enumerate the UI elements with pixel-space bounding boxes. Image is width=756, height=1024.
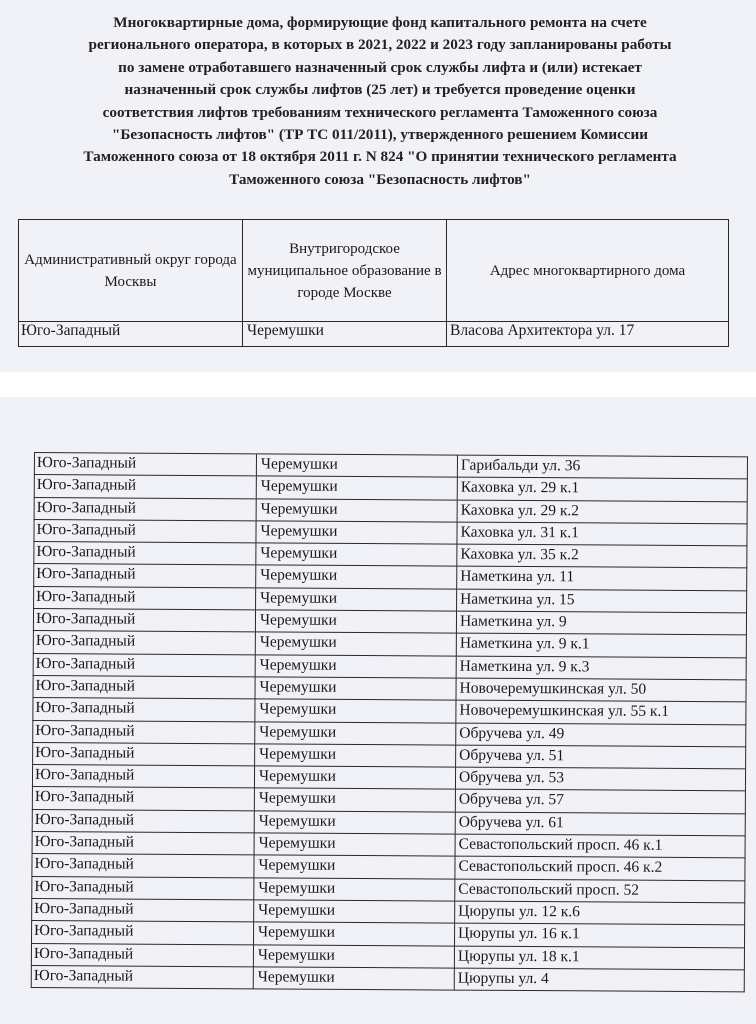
cell-address: Каховка ул. 29 к.2 [457,500,747,524]
cell-address: Обручева ул. 61 [455,812,745,836]
cell-address: Наметкина ул. 15 [457,589,747,613]
cell-municipality: Черемушки [256,588,457,612]
cell-address: Обручева ул. 49 [456,723,746,747]
cell-district: Юго-Западный [31,943,253,967]
cell-address: Наметкина ул. 11 [457,567,747,591]
cell-district: Юго-Западный [34,453,256,477]
cell-address: Новочеремушкинская ул. 55 к.1 [456,700,746,724]
table-header-row [19,220,729,322]
cell-municipality: Черемушки [254,900,455,924]
cell-municipality: Черемушки [253,967,454,991]
cell-municipality: Черемушки [256,543,457,567]
cell-district: Юго-Западный [32,787,254,811]
cell-address: Севастопольский просп. 52 [455,879,745,903]
cell-address: Цюрупы ул. 4 [454,968,744,992]
cell-district: Юго-Западный [19,322,243,347]
cell-municipality: Черемушки [256,498,457,522]
cell-municipality: Черемушки [254,811,455,835]
cell-address: Гарибальди ул. 36 [457,455,747,479]
cell-address: Власова Архитектора ул. 17 [447,322,729,347]
cell-address: Каховка ул. 29 к.1 [457,477,747,501]
cell-municipality: Черемушки [255,610,456,634]
cell-municipality: Черемушки [256,521,457,545]
cell-municipality: Черемушки [253,944,454,968]
cell-address: Каховка ул. 35 к.2 [457,544,747,568]
cell-address: Каховка ул. 31 к.1 [457,522,747,546]
cell-address: Цюрупы ул. 18 к.1 [454,946,744,970]
cell-district: Юго-Западный [33,742,255,766]
heading-line: Таможенного союза "Безопасность лифтов" [229,170,531,188]
cell-district: Юго-Западный [33,653,255,677]
heading-line: Многоквартирные дома, формирующие фонд капитального ремонта на счете [113,14,647,31]
cell-district: Юго-Западный [33,675,255,699]
column-header-municipality: Внутригородское муниципальное образование в городе Москве [243,220,447,322]
cell-municipality: Черемушки [255,721,456,745]
cell-address: Новочеремушкинская ул. 50 [456,678,746,702]
cell-address: Обручева ул. 53 [455,767,745,791]
column-header-district: Административный округ города Москвы [19,220,243,322]
cell-district: Юго-Западный [34,586,256,610]
cell-municipality: Черемушки [254,855,455,879]
cell-district: Юго-Западный [34,519,256,543]
cell-district: Юго-Западный [34,542,256,566]
cell-district: Юго-Западный [33,631,255,655]
cell-district: Юго-Западный [34,475,256,499]
cell-district: Юго-Западный [34,497,256,521]
cell-municipality: Черемушки [256,454,457,478]
table-row [31,965,744,992]
cell-district: Юго-Западный [32,854,254,878]
cell-district: Юго-Западный [33,609,255,633]
cell-district: Юго-Западный [32,921,254,945]
heading-line: назначенный срок службы лифтов (25 лет) и требуется проведение оценки [124,81,636,99]
column-header-address: Адрес многоквартирного дома [447,220,729,322]
cell-address: Обручева ул. 51 [456,745,746,769]
cell-address: Цюрупы ул. 12 к.6 [455,901,745,925]
cell-address: Обручева ул. 57 [455,790,745,814]
cell-municipality: Черемушки [255,632,456,656]
cell-municipality: Черемушки [255,677,456,701]
cell-address: Цюрупы ул. 16 к.1 [454,923,744,947]
cell-municipality: Черемушки [255,744,456,768]
cell-address: Наметкина ул. 9 к.3 [456,656,746,680]
table-row [19,322,729,347]
cell-address: Наметкина ул. 9 к.1 [456,633,746,657]
houses-table-header-part [18,219,729,347]
heading-line: соответствия лифтов требованиям технического регламента Таможенного союза [102,103,658,121]
cell-municipality: Черемушки [256,565,457,589]
cell-district: Юго-Западный [32,832,254,856]
heading-line: "Безопасность лифтов" (ТР ТС 011/2011), утвержденного решением Комиссии [111,126,649,144]
cell-district: Юго-Западный [32,765,254,789]
cell-district: Юго-Западный [32,809,254,833]
cell-district: Юго-Западный [32,898,254,922]
cell-district: Юго-Западный [32,876,254,900]
cell-municipality: Черемушки [243,322,447,347]
cell-municipality: Черемушки [256,476,457,500]
cell-address: Севастопольский просп. 46 к.2 [455,856,745,880]
cell-municipality: Черемушки [255,655,456,679]
heading-line: по замене отработавшего назначенный срок службы лифта и (или) истекает [118,58,642,76]
cell-municipality: Черемушки [255,699,456,723]
cell-district: Юго-Западный [33,698,255,722]
document-heading [40,12,720,191]
cell-district: Юго-Западный [31,965,253,989]
cell-municipality: Черемушки [253,922,454,946]
houses-table-continued [31,452,748,992]
cell-address: Наметкина ул. 9 [456,611,746,635]
cell-municipality: Черемушки [254,766,455,790]
heading-line: регионального оператора, в которых в 2021, 2022 и 2023 году запланированы работы [88,36,672,54]
cell-municipality: Черемушки [254,877,455,901]
cell-district: Юго-Западный [33,720,255,744]
cell-municipality: Черемушки [254,833,455,857]
cell-district: Юго-Западный [34,564,256,588]
cell-address: Севастопольский просп. 46 к.1 [455,834,745,858]
cell-municipality: Черемушки [254,788,455,812]
heading-line: Таможенного союза от 18 октября 2011 г. N 824 "О принятии технического регламента [83,148,677,166]
